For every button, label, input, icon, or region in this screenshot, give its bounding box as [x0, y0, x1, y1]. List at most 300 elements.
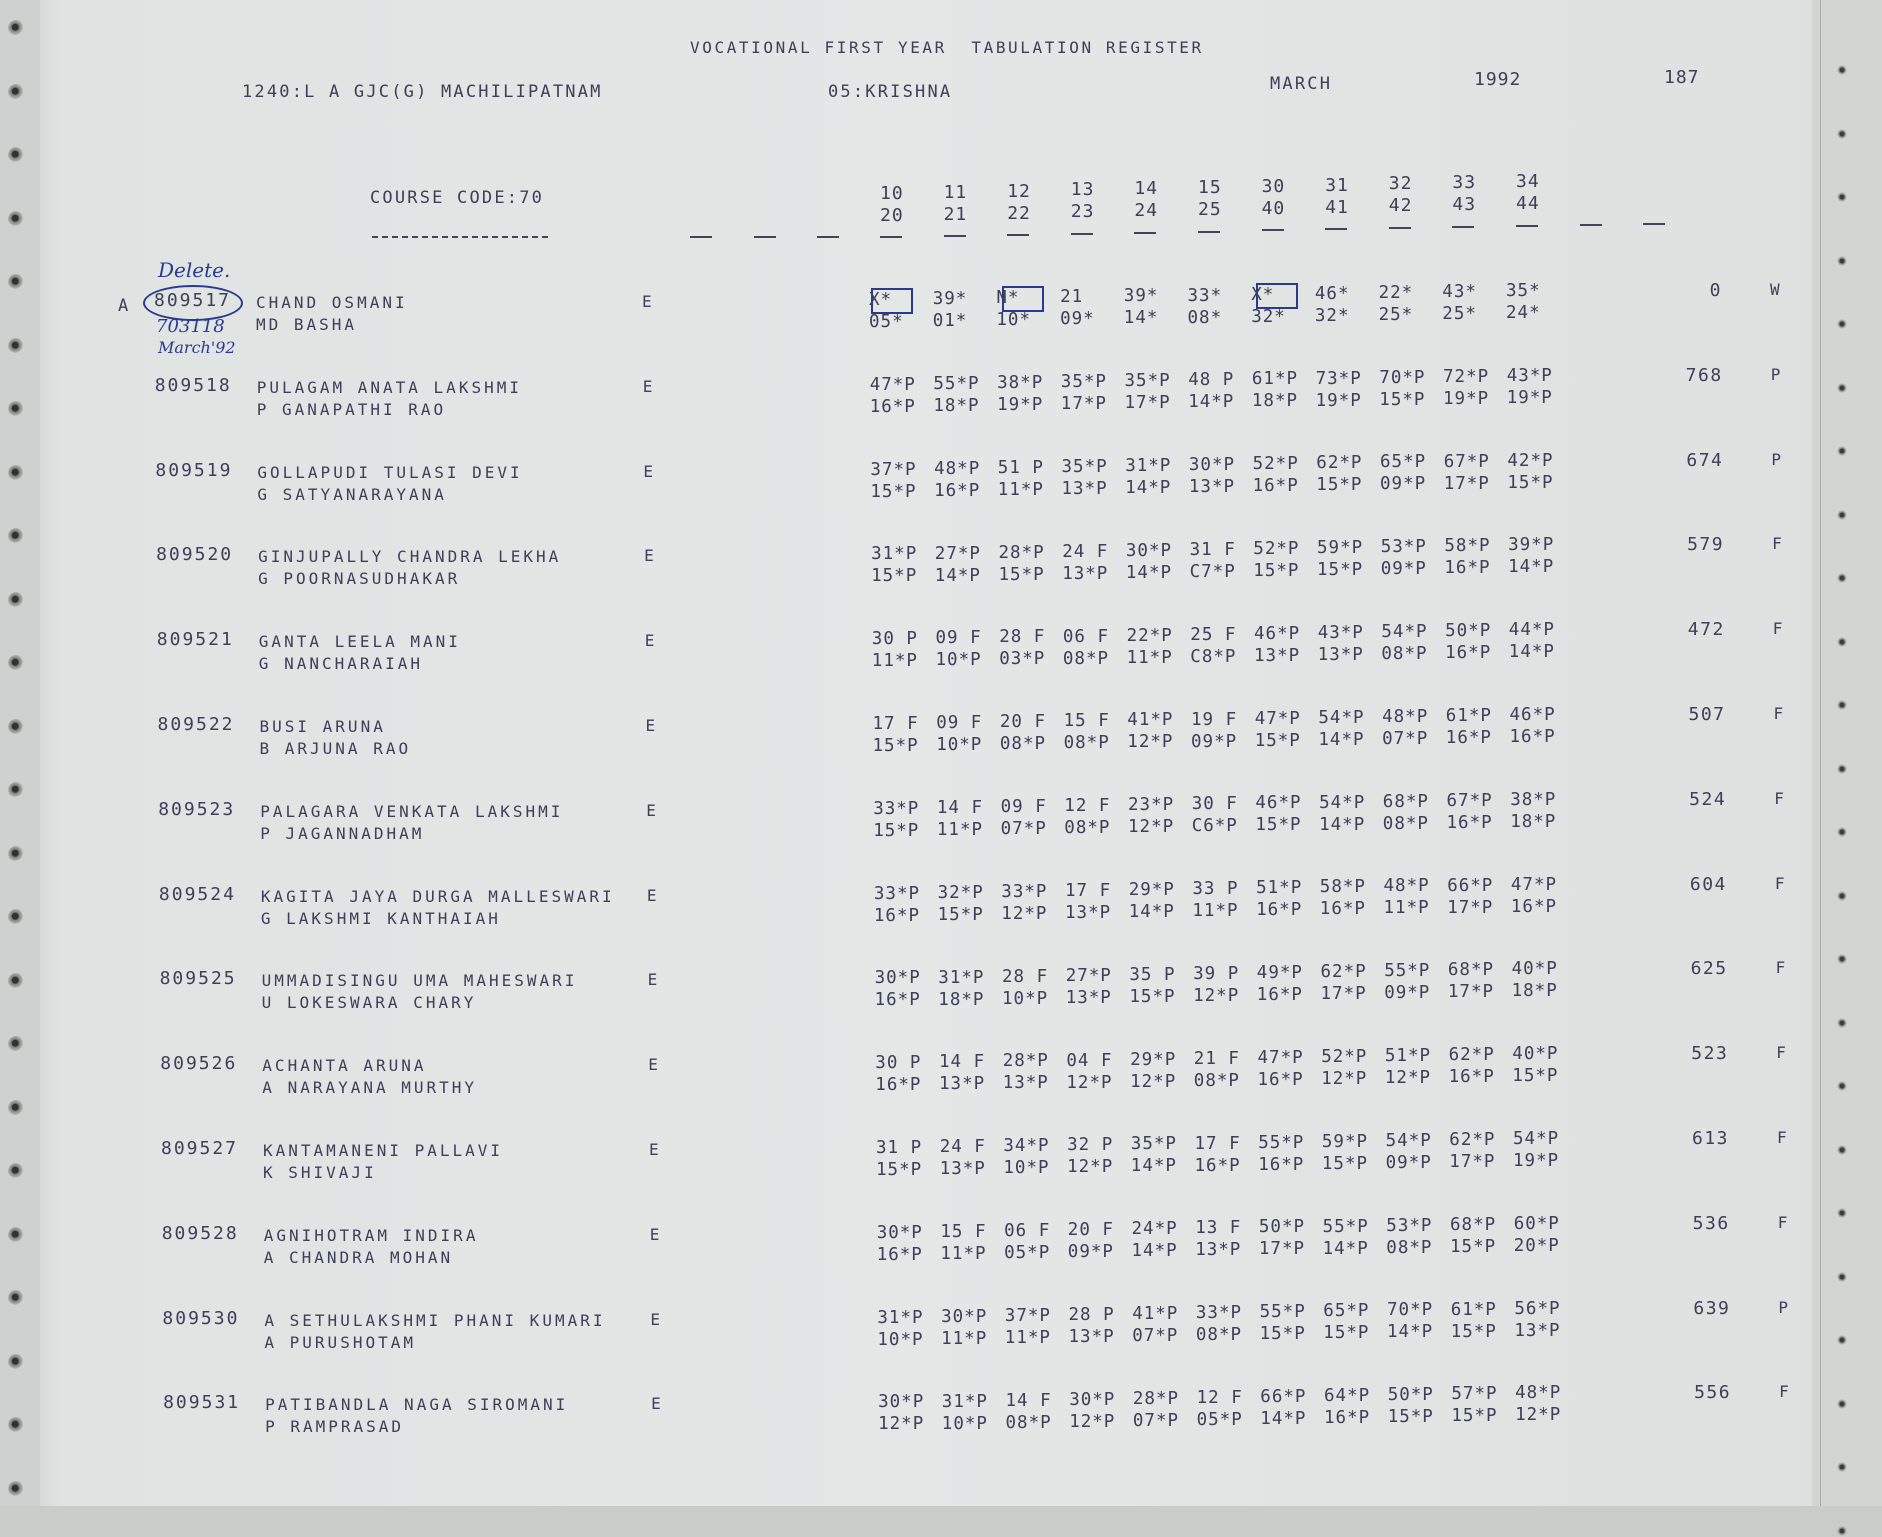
practical-mark: 10*P: [941, 1413, 988, 1434]
practical-mark: 11*P: [940, 1243, 987, 1264]
theory-mark: 51*P: [1384, 1046, 1432, 1066]
theory-mark: 53*P: [1380, 537, 1427, 558]
practical-mark: 17*P: [1443, 473, 1490, 494]
theory-mark: 56*P: [1514, 1298, 1561, 1319]
theory-mark: 06 F: [1062, 626, 1110, 647]
father-name: P RAMPRASAD: [265, 1417, 405, 1437]
theory-mark: 48*P: [1383, 876, 1430, 897]
header-dash: [1262, 229, 1284, 231]
total-marks: 524: [1689, 788, 1727, 810]
practical-mark: 14*P: [1387, 1322, 1434, 1343]
practical-mark: 19*P: [1315, 390, 1362, 411]
practical-mark: 10*P: [1002, 988, 1049, 1009]
total-marks: 556: [1694, 1382, 1732, 1404]
theory-mark: 27*P: [1065, 965, 1112, 986]
theory-mark: 35*P: [1124, 371, 1171, 392]
result-code: F: [1777, 1128, 1787, 1147]
theory-mark: 23*P: [1128, 795, 1175, 816]
father-name: P GANAPATHI RAO: [256, 399, 447, 419]
theory-mark: 22*: [1378, 282, 1414, 303]
father-name: K SHIVAJI: [263, 1163, 377, 1182]
theory-mark: 35 P: [1129, 964, 1176, 985]
theory-mark: 52*P: [1253, 539, 1300, 559]
practical-mark: 16*P: [873, 905, 921, 926]
practical-mark: 16*P: [1509, 727, 1556, 747]
practical-mark: 12*P: [1128, 817, 1175, 838]
total-marks: 639: [1693, 1297, 1731, 1319]
practical-mark: 07*P: [1000, 819, 1047, 839]
theory-mark: 70*P: [1387, 1300, 1434, 1321]
practical-mark: 13*P: [1254, 645, 1301, 666]
feed-hole-left: [8, 147, 24, 163]
student-name: KAGITA JAYA DURGA MALLESWARI: [260, 886, 615, 906]
date-annotation: March'92: [158, 338, 236, 357]
practical-mark: 17*P: [1060, 394, 1107, 415]
practical-mark: 14*P: [1508, 642, 1555, 663]
theory-mark: 37*P: [870, 459, 917, 480]
practical-mark: 14*P: [934, 565, 981, 586]
theory-mark: 29*P: [1130, 1049, 1177, 1070]
theory-mark: 25 F: [1190, 624, 1237, 645]
subject-code-bottom: 40: [1261, 197, 1286, 219]
theory-mark: 61*P: [1450, 1299, 1497, 1320]
registration-number: 809527: [161, 1138, 239, 1159]
theory-mark: 55*P: [1322, 1216, 1369, 1237]
theory-mark: 35*P: [1130, 1134, 1177, 1155]
feed-hole-left: [8, 20, 24, 36]
practical-mark: 10*P: [1003, 1158, 1050, 1179]
practical-mark: 12*P: [1193, 985, 1240, 1006]
page-number: 187: [1664, 67, 1700, 88]
theory-mark: 28*P: [1132, 1388, 1180, 1409]
theory-mark: 30*P: [941, 1306, 988, 1327]
result-code: P: [1770, 364, 1781, 384]
theory-mark: 06 F: [1004, 1221, 1051, 1241]
theory-mark: 28*P: [1002, 1051, 1049, 1072]
student-name: UMMADISINGU UMA MAHESWARI: [261, 971, 578, 991]
feed-hole-right: [1836, 64, 1848, 76]
practical-mark: 15*P: [1255, 815, 1302, 836]
subject-code-bottom: 44: [1516, 193, 1540, 214]
header-dash: [1452, 226, 1474, 228]
practical-mark: 16*P: [1444, 558, 1491, 579]
theory-mark: 22*P: [1126, 625, 1173, 646]
practical-mark: 14*P: [1318, 729, 1365, 750]
practical-mark: 13*P: [1065, 902, 1112, 923]
subject-code-top: 11: [943, 181, 968, 203]
theory-mark: 51 P: [997, 457, 1044, 478]
row-marker-a: A: [118, 296, 131, 316]
subject-code-top: 10: [880, 183, 904, 204]
theory-mark: 17 F: [1065, 880, 1112, 901]
subject-code-top: 14: [1134, 178, 1159, 200]
practical-mark: 05*P: [1004, 1243, 1051, 1263]
practical-mark: 16*P: [875, 1075, 922, 1096]
feed-hole-right: [1836, 1080, 1848, 1092]
theory-mark: 27*P: [934, 543, 981, 564]
theory-mark: 47*P: [869, 374, 916, 395]
practical-mark: 19*P: [1443, 388, 1490, 409]
student-name: GOLLAPUDI TULASI DEVI: [257, 462, 523, 482]
practical-mark: 13*P: [1065, 987, 1112, 1008]
theory-mark: 54*P: [1318, 707, 1365, 728]
practical-mark: 09*P: [1384, 983, 1431, 1004]
registration-number: 809525: [159, 968, 237, 990]
feed-hole-left: [8, 973, 24, 989]
theory-mark: 14 F: [936, 797, 984, 818]
practical-mark: 12*P: [1321, 1068, 1368, 1089]
practical-mark: 11*P: [871, 651, 918, 672]
practical-mark: 20*P: [1513, 1235, 1560, 1256]
theory-mark: 65*P: [1380, 452, 1427, 473]
total-marks: 536: [1692, 1212, 1730, 1234]
practical-mark: 13*P: [1317, 644, 1364, 665]
practical-mark: 12*P: [1515, 1405, 1562, 1426]
medium-code: E: [642, 292, 652, 311]
theory-mark: 62*P: [1316, 453, 1363, 474]
practical-mark: 16*P: [1257, 1069, 1304, 1090]
subject-code-top: 34: [1516, 171, 1540, 192]
theory-mark: 72*P: [1443, 366, 1490, 387]
theory-mark: 44*P: [1508, 620, 1555, 641]
total-marks: 625: [1690, 958, 1728, 980]
theory-mark: 39*: [932, 289, 968, 310]
subject-code-bottom: 42: [1388, 195, 1413, 217]
theory-mark: 68*P: [1382, 791, 1429, 812]
feed-hole-left: [8, 401, 24, 417]
theory-mark: 24 F: [1062, 541, 1109, 562]
theory-mark: 65*P: [1323, 1301, 1370, 1322]
theory-mark: 31 F: [1189, 539, 1236, 560]
delete-annotation: Delete.: [158, 258, 231, 282]
theory-mark: 30*P: [876, 1222, 923, 1243]
practical-mark: 16*P: [869, 396, 916, 417]
practical-mark: 01*: [932, 311, 968, 332]
theory-mark: 35*P: [1061, 456, 1108, 477]
medium-code: E: [642, 376, 653, 396]
feed-hole-left: [8, 211, 24, 227]
theory-mark: 50*P: [1258, 1217, 1306, 1238]
header-dash: [690, 236, 712, 238]
theory-mark: 55*P: [933, 373, 980, 394]
theory-mark: 59*P: [1321, 1131, 1369, 1152]
theory-mark: 31*P: [871, 544, 918, 565]
theory-mark: 24 F: [939, 1137, 986, 1158]
theory-mark: 42*P: [1507, 450, 1554, 471]
theory-mark: 41*P: [1127, 710, 1174, 731]
theory-mark: 50*P: [1445, 621, 1492, 642]
student-name: PALAGARA VENKATA LAKSHMI: [260, 801, 564, 821]
practical-mark: 15*P: [1451, 1406, 1498, 1427]
practical-mark: 13*P: [1061, 478, 1108, 499]
theory-mark: 51*P: [1256, 878, 1303, 899]
header-dash: [1516, 225, 1538, 227]
practical-mark: 07*P: [1132, 1410, 1180, 1431]
registration-number: 809523: [158, 798, 236, 820]
header-dash: [1389, 227, 1411, 229]
theory-mark: 15 F: [1063, 711, 1110, 732]
theory-mark: 43*: [1442, 281, 1477, 302]
practical-mark: 12*P: [1067, 1157, 1114, 1178]
header-dash: [880, 236, 902, 238]
theory-mark: 30 P: [875, 1053, 922, 1074]
medium-code: E: [646, 885, 657, 905]
theory-mark: 61*P: [1251, 369, 1299, 390]
theory-mark: 30*P: [1125, 540, 1173, 561]
practical-mark: 12*P: [1066, 1072, 1113, 1093]
header-dash: [754, 236, 776, 238]
theory-mark: 61*P: [1445, 705, 1492, 726]
theory-mark: 12 F: [1196, 1387, 1243, 1408]
feed-hole-right: [1836, 1017, 1848, 1029]
student-name: KANTAMANENI PALLAVI: [263, 1141, 504, 1160]
practical-mark: 13*P: [1062, 563, 1109, 584]
practical-mark: 17*P: [1447, 897, 1494, 918]
feed-hole-left: [8, 528, 24, 544]
student-name: PATIBANDLA NAGA SIROMANI: [265, 1395, 569, 1415]
father-name: G LAKSHMI KANTHAIAH: [260, 908, 501, 928]
practical-mark: 24*: [1506, 303, 1541, 323]
feed-hole-right: [1836, 763, 1848, 775]
registration-number: 809528: [161, 1222, 239, 1244]
theory-mark: 64*P: [1324, 1386, 1371, 1407]
header-dash: [1643, 223, 1665, 225]
practical-mark: 16*P: [1445, 643, 1492, 664]
father-name: G SATYANARAYANA: [257, 484, 447, 504]
result-code: F: [1774, 873, 1785, 893]
header-dash: [1071, 233, 1093, 235]
subject-code-bottom: 23: [1070, 201, 1095, 223]
father-name: B ARJUNA RAO: [259, 739, 412, 758]
theory-mark: 30*P: [1069, 1389, 1116, 1410]
theory-mark: 59*P: [1317, 538, 1364, 559]
medium-code: E: [649, 1224, 660, 1244]
exam-year: 1992: [1474, 69, 1522, 90]
registration-number: 809521: [156, 629, 234, 651]
practical-mark: 17*P: [1258, 1239, 1306, 1260]
theory-mark: 09 F: [1000, 797, 1047, 817]
total-marks: 604: [1689, 873, 1727, 895]
theory-mark: 28 P: [1068, 1304, 1115, 1325]
theory-mark: 40*P: [1512, 1044, 1559, 1065]
practical-mark: 15*P: [1323, 1323, 1370, 1344]
practical-mark: 12*P: [1130, 1071, 1177, 1092]
theory-mark: 39*: [1123, 286, 1159, 307]
header-dash: [1134, 232, 1156, 234]
theory-mark: 04 F: [1066, 1050, 1113, 1071]
practical-mark: 12*P: [1069, 1411, 1116, 1432]
student-name: PULAGAM ANATA LAKSHMI: [256, 377, 522, 397]
feed-hole-right: [1836, 890, 1848, 902]
practical-mark: 13*P: [939, 1159, 986, 1180]
feed-hole-right: [1836, 1207, 1848, 1219]
practical-mark: 16*P: [874, 990, 921, 1011]
feed-hole-right: [1836, 1271, 1848, 1283]
practical-mark: 05*P: [1196, 1409, 1243, 1430]
registration-number: 809520: [156, 544, 234, 566]
practical-mark: 15*P: [1450, 1236, 1497, 1257]
subject-code-top: 33: [1452, 172, 1477, 194]
theory-mark: 46*P: [1254, 623, 1301, 644]
theory-mark: 33*P: [873, 798, 920, 819]
practical-mark: 09*P: [1191, 731, 1238, 752]
practical-mark: 16*P: [1510, 896, 1558, 917]
theory-mark: 58*P: [1444, 536, 1491, 557]
practical-mark: 10*: [996, 310, 1031, 331]
theory-mark: 48*P: [1515, 1383, 1562, 1404]
theory-mark: 40*P: [1511, 959, 1558, 980]
result-code: F: [1773, 704, 1784, 723]
theory-mark: 54*P: [1513, 1129, 1560, 1149]
theory-mark: 33 P: [1192, 879, 1239, 900]
theory-mark: 39*P: [1508, 535, 1555, 556]
practical-mark: 16*P: [1448, 1067, 1495, 1088]
theory-mark: 30 F: [1191, 794, 1238, 815]
practical-mark: 18*P: [1511, 981, 1558, 1002]
practical-mark: C6*P: [1191, 816, 1238, 837]
feed-hole-right: [1836, 509, 1848, 521]
theory-mark: 14 F: [1005, 1390, 1052, 1411]
practical-mark: 03*P: [999, 649, 1046, 670]
medium-code: E: [645, 716, 656, 735]
practical-mark: 15*P: [1317, 560, 1364, 581]
theory-mark: 30*P: [1188, 455, 1236, 476]
practical-mark: 15*P: [870, 481, 917, 502]
practical-mark: 09*P: [1380, 559, 1427, 580]
theory-mark: X*: [869, 290, 893, 310]
feed-hole-left: [8, 465, 24, 481]
practical-mark: 12*P: [1384, 1068, 1432, 1088]
feed-hole-right: [1836, 128, 1848, 140]
student-name: AGNIHOTRAM INDIRA: [263, 1225, 479, 1245]
practical-mark: 09*: [1060, 309, 1095, 330]
theory-mark: 62*P: [1449, 1129, 1496, 1150]
practical-mark: 19*P: [997, 395, 1044, 415]
feed-hole-left: [8, 655, 24, 671]
total-marks: 674: [1686, 449, 1724, 471]
course-code-underline: [372, 236, 548, 240]
practical-mark: 32*: [1314, 305, 1350, 326]
practical-mark: 13*P: [1068, 1326, 1115, 1347]
theory-mark: 30 P: [871, 629, 918, 650]
student-name: CHAND OSMANI: [256, 293, 408, 312]
feed-hole-right: [1836, 191, 1848, 203]
medium-code: E: [643, 461, 654, 481]
theory-mark: 30*P: [878, 1392, 925, 1413]
practical-mark: 11*P: [941, 1328, 988, 1349]
feed-hole-right: [1836, 1144, 1848, 1156]
total-marks: 579: [1687, 534, 1725, 556]
feed-hole-left: [8, 1100, 24, 1116]
practical-mark: 08*P: [1386, 1237, 1433, 1258]
theory-mark: 52*P: [1321, 1046, 1368, 1067]
practical-mark: 08*P: [1063, 733, 1110, 754]
theory-mark: 48 P: [1188, 370, 1235, 391]
theory-mark: 09 F: [935, 628, 982, 649]
medium-code: E: [649, 1140, 659, 1159]
practical-mark: 13*P: [1188, 477, 1236, 498]
theory-mark: 13 F: [1195, 1218, 1242, 1239]
practical-mark: 08*P: [1193, 1070, 1240, 1091]
header-dash: [944, 235, 966, 237]
college-name: 1240:L A GJC(G) MACHILIPATNAM: [242, 82, 603, 102]
result-code: F: [1779, 1382, 1789, 1402]
theory-mark: 50*P: [1387, 1385, 1434, 1406]
theory-mark: 54*P: [1385, 1130, 1432, 1151]
theory-mark: 67*P: [1446, 790, 1493, 811]
theory-mark: 66*P: [1260, 1387, 1307, 1407]
theory-mark: 29*P: [1128, 880, 1175, 900]
practical-mark: 10*P: [936, 735, 983, 756]
theory-mark: 30*P: [874, 968, 921, 989]
subject-code-top: 31: [1325, 174, 1349, 196]
registration-number: 809524: [158, 883, 236, 905]
practical-mark: 14*P: [1508, 557, 1555, 578]
exam-month: MARCH: [1270, 74, 1333, 94]
header-dash: [1198, 231, 1220, 233]
feed-hole-right: [1836, 1398, 1848, 1410]
theory-mark: 43*P: [1317, 622, 1364, 643]
practical-mark: 11*P: [1383, 898, 1430, 919]
practical-mark: 08*: [1187, 307, 1223, 328]
feed-hole-right: [1836, 1334, 1848, 1346]
result-code: P: [1778, 1297, 1789, 1317]
medium-code: E: [644, 631, 655, 651]
practical-mark: 15*P: [1129, 986, 1176, 1007]
theory-mark: 17 F: [872, 714, 919, 734]
practical-mark: 11*P: [936, 819, 984, 840]
new-number-annotation: 703118: [156, 316, 225, 337]
student-name: ACHANTA ARUNA: [262, 1056, 427, 1076]
student-name: A SETHULAKSHMI PHANI KUMARI: [264, 1310, 606, 1330]
theory-mark: 62*P: [1448, 1045, 1495, 1066]
result-code: F: [1772, 619, 1783, 639]
theory-mark: 70*P: [1379, 367, 1426, 388]
theory-mark: 73*P: [1315, 368, 1362, 389]
practical-mark: 08*P: [1005, 1412, 1052, 1433]
practical-mark: 15*P: [1450, 1321, 1497, 1342]
practical-mark: 15*P: [872, 736, 919, 756]
feed-hole-left: [8, 846, 24, 862]
practical-mark: 15*P: [1512, 1066, 1559, 1087]
theory-mark: 35*: [1506, 281, 1541, 301]
practical-mark: 17*P: [1449, 1151, 1496, 1172]
student-name: GINJUPALLY CHANDRA LEKHA: [258, 547, 562, 567]
practical-mark: 15*P: [1321, 1153, 1369, 1174]
feed-hole-right: [1836, 636, 1848, 648]
practical-mark: 15*P: [871, 566, 918, 587]
result-code: P: [1771, 449, 1782, 469]
student-name: GANTA LEELA MANI: [258, 632, 461, 652]
theory-mark: 58*P: [1319, 877, 1366, 898]
practical-mark: 16*P: [1256, 985, 1303, 1005]
registration-number: 809530: [162, 1307, 240, 1329]
practical-mark: 10*P: [877, 1329, 924, 1350]
practical-mark: 14*P: [1131, 1241, 1178, 1262]
practical-mark: 16*P: [1446, 812, 1493, 833]
result-code: W: [1770, 280, 1780, 299]
practical-mark: 13*P: [939, 1074, 986, 1095]
subject-code-bottom: 21: [943, 203, 968, 225]
total-marks: 0: [1709, 280, 1722, 301]
theory-mark: 31 P: [876, 1138, 923, 1158]
theory-mark: 34*P: [1003, 1136, 1050, 1157]
theory-mark: 54*P: [1381, 622, 1428, 642]
feed-hole-right: [1836, 953, 1848, 965]
practical-mark: 32*: [1251, 306, 1286, 327]
course-code: COURSE CODE:70: [370, 188, 545, 208]
practical-mark: 13*P: [1002, 1073, 1049, 1094]
